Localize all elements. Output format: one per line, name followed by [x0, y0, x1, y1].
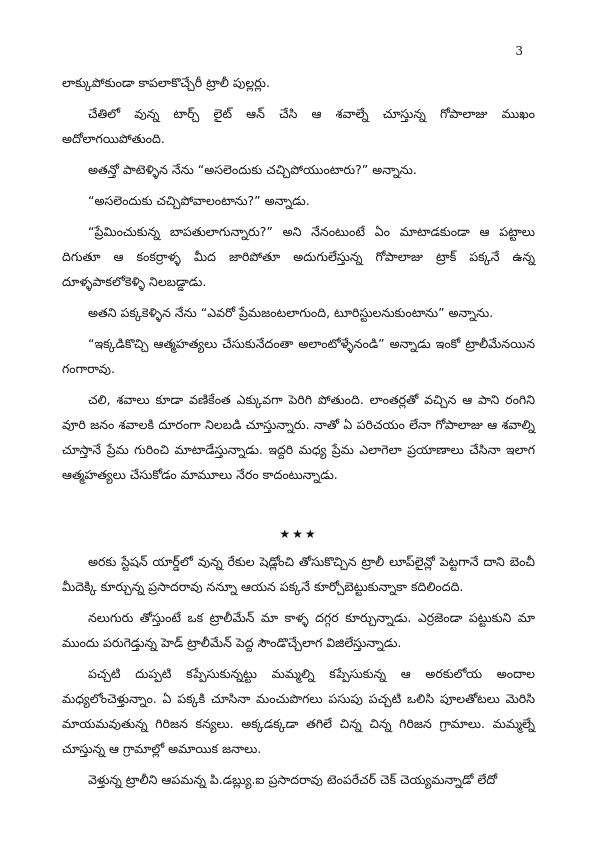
paragraph: పచ్చటి దుప్పటి కప్పేసుకున్నట్టు మమ్మల్ని కప్పేసుకున్న ఆ అరకులోయ అందాల మధ్యలోంచెళ్తున్నాం. ఏ పక్కకి చూసినా మంచుపొగలు పసుపు పచ్చటి ఒలిసి పూలతోటలు మెరిసి మాయమవుతున్న గిరిజన కన్యలు. అక్కడక్కడా తగిలే చిన్న చిన్న గిరిజన గ్రామాలు. మమ్మల్నే చూస్తున్న ఆ గ్రామాల్లో అమాయిక జనాలు. [62, 666, 535, 756]
paragraph: “ఇక్కడికొచ్చి ఆత్మహత్యలు చేసుకునేదంతా అలాంటోళ్ళేనండి” అన్నాడు ఇంకో ట్రాలీమేనయిన గంగారావు. [62, 336, 535, 376]
paragraph: నలుగురు తోస్తుంటే ఒక ట్రాలీమేన్ మా కాళ్ళ దగ్గర కూర్చున్నాడు. ఎర్రజెండా పట్టుకుని మా ముందు పరుగెడ్తున్న హెడ్ ట్రాలీమేన్ పెద్ద సౌండొచ్చేలాగ విజిలేస్తున్నాడు. [62, 610, 535, 650]
paragraph: అరకు స్టేషన్ యార్డ్‌లో వున్న రేకుల షెడ్లోంచి తోసుకొచ్చిన ట్రాలీ లూప్‌లైన్లో పెట్టగానే దాని బెంచీ మీదెక్కి కూర్చున్న ప్రసాదరావు నన్నూ ఆయన పక్కనే కూర్చోబెట్టుకున్నాకా కదిలిందది. [62, 554, 535, 594]
paragraph: లాక్కుపోకుండా కాపలాకొచ్చేరీ ట్రాలీ పుల్లర్లు. [62, 75, 270, 90]
section-separator: ★★★ [279, 527, 318, 541]
paragraph: “అసలెందుకు చచ్చిపోవాలంటాను?” అన్నాడు. [88, 193, 310, 208]
paragraph: చేతిలో వున్న టార్చ్ లైట్ ఆన్ చేసి ఆ శవాల్నే చూస్తున్న గోపాలాజు ముఖం అదోలాగయిపోతుంది. [62, 106, 535, 146]
paragraph: అతని పక్కకెళ్ళిన నేను “ఎవరో ప్రేమజంటలాగుంది, టూరిస్టులనుకుంటాను” అన్నాను. [88, 305, 494, 320]
page-number: 3 [515, 44, 523, 58]
paragraph: వెళ్తున్న ట్రాలీని ఆపమన్న పి.డబ్ల్యు.ఐ ప్రసాదరావు టెంపరేచర్ చెక్ చెయ్యమన్నాడో లేదో [88, 772, 498, 787]
body-text [62, 70, 535, 792]
paragraph: “ప్రేమించుకున్న బాపతులాగున్నారు?” అని నేనంటుంటే ఏం మాటాడకుండా ఆ పట్టాలు దిగుతూ ఆ కంకర్రాళ్ళ మీద జారిపోతూ అదుగులేస్తున్న గోపాలాజు ట్రాక్ పక్కనే ఉన్న దూళ్ళపాకలోకెళ్ళి నిలబడ్డాడు. [62, 224, 535, 289]
paragraph: అతన్తో పాటెళ్ళిన నేను “అసలెందుకు చచ్చిపోయుంటారు?” అన్నాను. [88, 162, 417, 177]
paragraph: చలి, శవాలు కూడా వణికేంత ఎక్కువగా పెరిగి పోతుంది. లాంతర్లతో వచ్చిన ఆ పాని రంగిని వూరి జనం శవాలకి దూరంగా నిలబడి చూస్తున్నారు. నాతో ఏ పరిచయం లేనా గోపాలాజు ఆ శవాల్ని చూస్తానే ప్రేమ గురించి మాటాడేస్తున్నాడు. ఇద్దరి మధ్య ప్రేమ ఎలాగెలా ప్రయాణాలు చేసినా ఇలాగ ఆత్మహత్యలు చేసుకోడం మామూలు నేరం కాదంటున్నాడు. [62, 392, 535, 482]
